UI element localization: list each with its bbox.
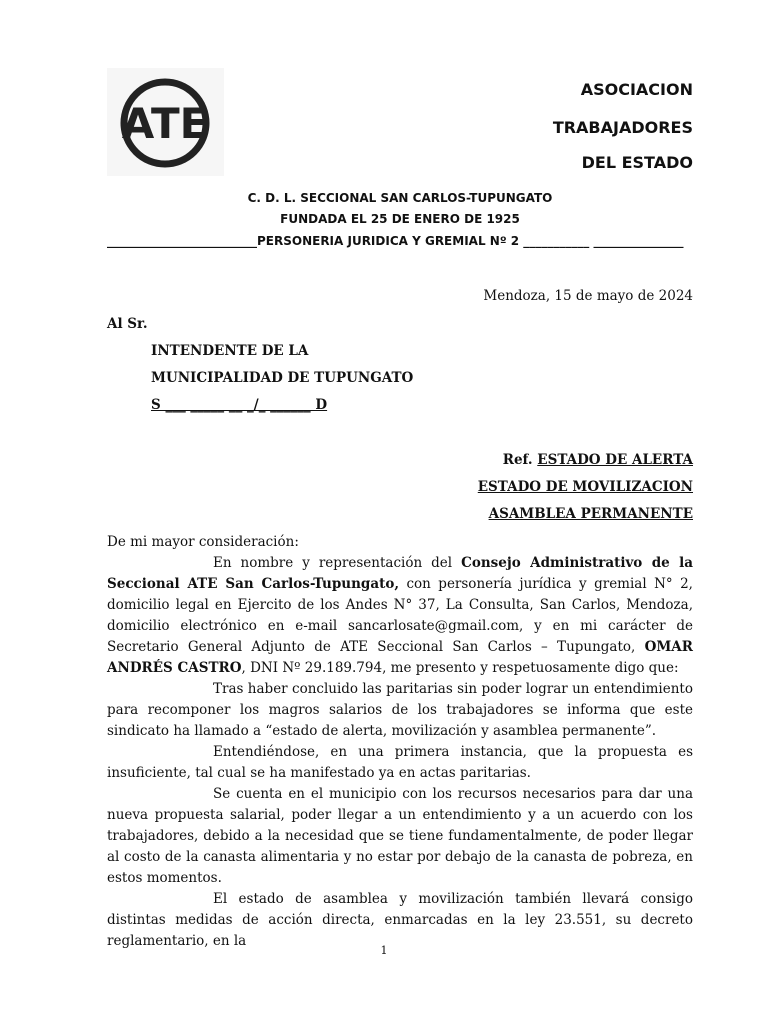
p1-text-c: con personería jurídica y gremial N° 2, domicilio legal en Ejercito de los Andes N° 37, La Consulta, San Carlos, Mendoza, domicilio electrónico en e-mail sancarlosate@gmail.com, y en mi carácter de Secretario General Adjunto de ATE Seccional San Carlos – Tupungato, (107, 576, 693, 655)
personeria-line: _________________________PERSONERIA JURIDICA Y GREMIAL Nº 2 ___________ _______________ (107, 234, 684, 248)
paragraph-1 (107, 553, 693, 679)
reference-line1 (503, 452, 693, 468)
fundada-line: FUNDADA EL 25 DE ENERO DE 1925 (280, 212, 520, 226)
addressee-greeting: Al Sr. (107, 316, 148, 332)
p1-council-name: Consejo Administrativo de la Seccional ATE San Carlos-Tupungato, (107, 555, 694, 592)
addressee-line3: S ___ _____ __ _/_ ______ D (151, 397, 328, 413)
ate-logo (107, 68, 224, 176)
page-number: 1 (380, 944, 388, 957)
paragraph-4: Se cuenta en el municipio con los recursos necesarios para dar una nueva propuesta salarial, poder llegar a un entendimiento y a un acuerdo con los trabajadores, debido a la necesidad que se tiene fundamentalmente, de poder llegar al costo de la canasta alimentaria y no estar por debajo de la canasta de pobreza, en estos momentos. (107, 786, 693, 886)
paragraph-5: El estado de asamblea y movilización también llevará consigo distintas medidas de acción directa, enmarcadas en la ley 23.551, su decreto reglamentario, en la (107, 891, 693, 949)
reference-line2: ESTADO DE MOVILIZACION (477, 479, 693, 495)
reference-line3: ASAMBLEA PERMANENTE (488, 506, 693, 522)
paragraph-3: Entendiéndose, en una primera instancia, que la propuesta es insuficiente, tal cual se ha manifestado ya en actas paritarias. (107, 744, 693, 781)
letter-body (107, 532, 693, 952)
org-name-line1: ASOCIACION (580, 80, 693, 99)
paragraph-2: Tras haber concluido las paritarias sin poder lograr un entendimiento para recomponer los magros salarios de los trabajadores se informa que este sindicato ha llamado a “estado de alerta, movilización y asamblea permanente”. (107, 681, 693, 739)
seccional-line: C. D. L. SECCIONAL SAN CARLOS-TUPUNGATO (247, 191, 553, 205)
p1-signatory-name: OMAR ANDRÉS CASTRO (107, 639, 693, 676)
salutation: De mi mayor consideración: (107, 534, 299, 550)
p1-text-e: , DNI Nº 29.189.794, me presento y respetuosamente digo que: (241, 660, 679, 676)
addressee-line1: INTENDENTE DE LA (151, 343, 309, 359)
org-name-line3: DEL ESTADO (581, 153, 693, 172)
p1-text-a: En nombre y representación del (213, 555, 462, 571)
org-name-line2: TRABAJADORES (552, 118, 693, 137)
addressee-line2: MUNICIPALIDAD DE TUPUNGATO (151, 370, 414, 386)
reference-alerta: ESTADO DE ALERTA (537, 452, 693, 468)
logo-text: ATE (121, 99, 209, 148)
ate-logo-icon (117, 78, 213, 168)
date-line: Mendoza, 15 de mayo de 2024 (483, 288, 693, 304)
reference-prefix: Ref. (502, 452, 538, 468)
